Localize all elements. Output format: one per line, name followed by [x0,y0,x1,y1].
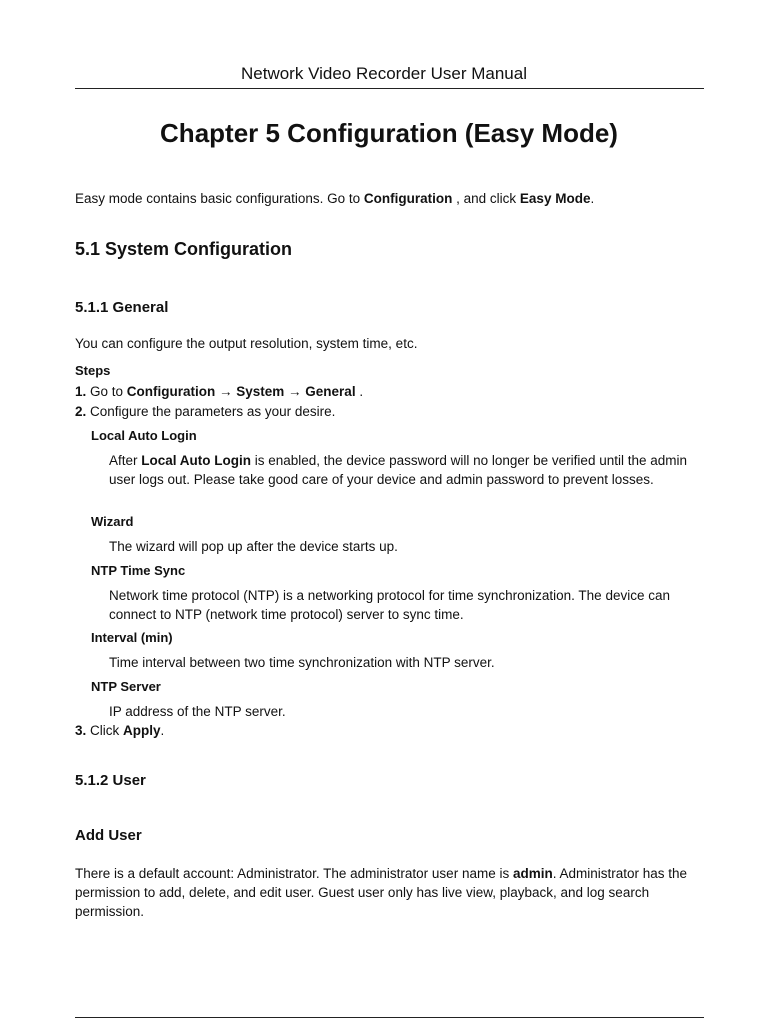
step-2 [75,402,705,421]
intro-text-1: Easy mode contains basic configurations. Go to [75,191,364,206]
intro-easy-mode-term: Easy Mode [519,191,591,206]
param-ntp-time-sync-term: NTP Time Sync [91,563,186,578]
param-wizard-desc: The wizard will pop up after the device starts up. [109,539,398,554]
header-rule [75,88,704,89]
step-1-number: 1. [75,384,87,399]
param-local-auto-login-term: Local Auto Login [91,428,197,443]
param-local-auto-login-desc [109,451,705,489]
add-user-heading: Add User [75,827,142,844]
step-3-text-2: . [160,723,165,738]
general-description: You can configure the output resolution, system time, etc. [75,336,418,351]
intro-text-3: . [590,191,595,206]
step-3-text-1: Click [90,723,123,738]
param-interval-term: Interval (min) [91,630,173,645]
step-3-apply-term: Apply [123,723,161,738]
step-3-number: 3. [75,723,87,738]
section-5-1-heading: 5.1 System Configuration [75,239,293,259]
local-auto-login-desc-prefix: After [109,453,142,468]
add-user-paragraph [75,864,705,921]
step-2-number: 2. [75,404,87,419]
step-1-text-2: . [355,384,364,399]
intro-text-2: , and click [452,191,520,206]
section-5-1-2-heading: 5.1.2 User [75,772,146,789]
add-user-admin-term: admin [512,866,553,881]
step-1 [75,382,705,401]
section-5-1-1-heading: 5.1.1 General [75,299,169,316]
step-1-menu-path: Configuration → System → General [126,384,356,399]
step-2-text: Configure the parameters as your desire. [90,404,336,419]
footer-rule [75,1017,704,1018]
param-interval-desc: Time interval between two time synchronization with NTP server. [109,655,495,670]
local-auto-login-desc-bold: Local Auto Login [141,453,251,468]
param-ntp-server-term: NTP Server [91,679,161,694]
step-3 [75,721,705,740]
param-ntp-server-desc: IP address of the NTP server. [109,704,286,719]
intro-paragraph [75,189,705,208]
page-header-title: Network Video Recorder User Manual [241,64,527,83]
intro-configuration-term: Configuration [363,191,453,206]
param-wizard-term: Wizard [91,514,134,529]
chapter-title: Chapter 5 Configuration (Easy Mode) [160,118,618,148]
steps-label: Steps [75,363,111,378]
add-user-text-1: There is a default account: Administrator. The administrator user name is [75,866,513,881]
local-auto-login-desc-suffix: is enabled, the device password will no longer be verified until the admin user logs out. Please take good care of your device and admin password to prevent losses. [109,453,688,487]
add-user-text-2: . Administrator has the permission to add, delete, and edit user. Guest user only has live view, playback, and log search permission. [75,866,688,919]
param-ntp-time-sync-desc: Network time protocol (NTP) is a networking protocol for time synchronization. The device can connect to NTP (network time protocol) server to sync time. [109,588,670,622]
step-1-text-1: Go to [90,384,127,399]
